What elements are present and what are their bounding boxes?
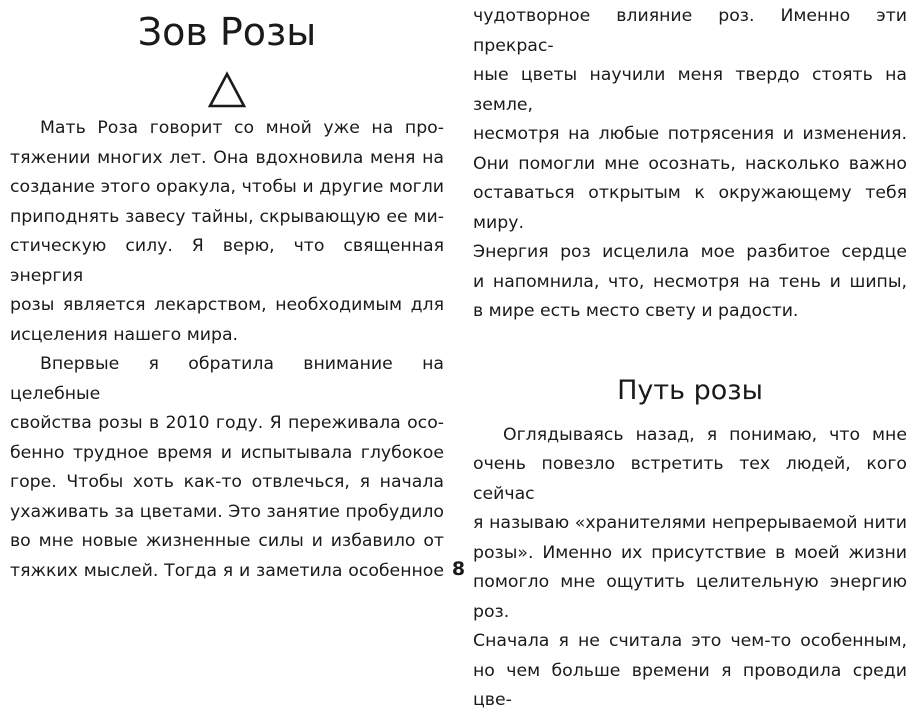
- text-line: Энергия роз исцелила мое разбитое сердце: [473, 242, 907, 262]
- left-column: [10, 0, 444, 586]
- section-spacer: [473, 327, 907, 361]
- text-line: очень повезло встретить тех людей, кого сейчас: [473, 454, 907, 504]
- text-line: помогло мне ощутить целительную энергию роз.: [473, 572, 907, 622]
- text-line: Впервые я обратила внимание на целебные: [10, 354, 444, 404]
- section-title: Путь розы: [617, 374, 763, 406]
- chapter-title: Зов Розы: [137, 10, 317, 54]
- right-paragraph-1: [473, 0, 907, 327]
- text-line: бенно трудное время и испытывала глубокое: [10, 442, 444, 463]
- text-line: создание этого оракула, чтобы и другие могли: [10, 177, 444, 197]
- right-column: [473, 0, 907, 716]
- text-line: я называю «хранителями непрерываемой нити: [473, 513, 907, 533]
- left-paragraph-1: [10, 114, 444, 350]
- text-line: розы является лекарством, необходимым для: [10, 295, 444, 315]
- text-line: ухаживать за цветами. Это занятие пробудило: [10, 501, 444, 522]
- text-line: Они помогли мне осознать, насколько важно: [473, 153, 907, 174]
- text-line: стическую силу. Я верю, что священная энергия: [10, 236, 444, 286]
- left-paragraph-2: [10, 350, 444, 586]
- text-line: свойства розы в 2010 году. Я переживала осо-: [10, 413, 444, 433]
- text-line: Оглядываясь назад, я понимаю, что мне: [503, 424, 907, 445]
- text-line: тяжких мыслей. Тогда я и заметила особенное: [10, 560, 444, 581]
- text-line: во мне новые жизненные силы и избавило от: [10, 531, 444, 551]
- page-number: 8: [451, 558, 466, 580]
- text-line: приподнять завесу тайны, скрывающую ее ми-: [10, 206, 444, 227]
- text-line: Мать Роза говорит со мной уже на про-: [40, 118, 444, 138]
- text-line: и напомнила, что, несмотря на тень и шипы,: [473, 271, 907, 292]
- text-line: но чем больше времени я проводила среди цве-: [473, 660, 907, 710]
- text-line: розы». Именно их присутствие в моей жизни: [473, 542, 907, 563]
- triangle-icon: [207, 70, 247, 110]
- text-line: тяжении многих лет. Она вдохновила меня на: [10, 147, 444, 168]
- text-line: исцеления нашего мира.: [10, 324, 239, 345]
- text-line: ные цветы научили меня твердо стоять на земле,: [473, 65, 907, 115]
- text-line: несмотря на любые потрясения и изменения.: [473, 124, 907, 144]
- text-line: в мире есть место свету и радости.: [473, 301, 799, 321]
- ornament: [10, 70, 444, 114]
- text-line: Сначала я не считала это чем-то особенным,: [473, 631, 907, 651]
- text-line: оставаться открытым к окружающему тебя миру.: [473, 183, 907, 233]
- text-line: чудотворное влияние роз. Именно эти прекрас-: [473, 6, 907, 56]
- text-line: горе. Чтобы хоть как-то отвлечься, я начала: [10, 472, 444, 492]
